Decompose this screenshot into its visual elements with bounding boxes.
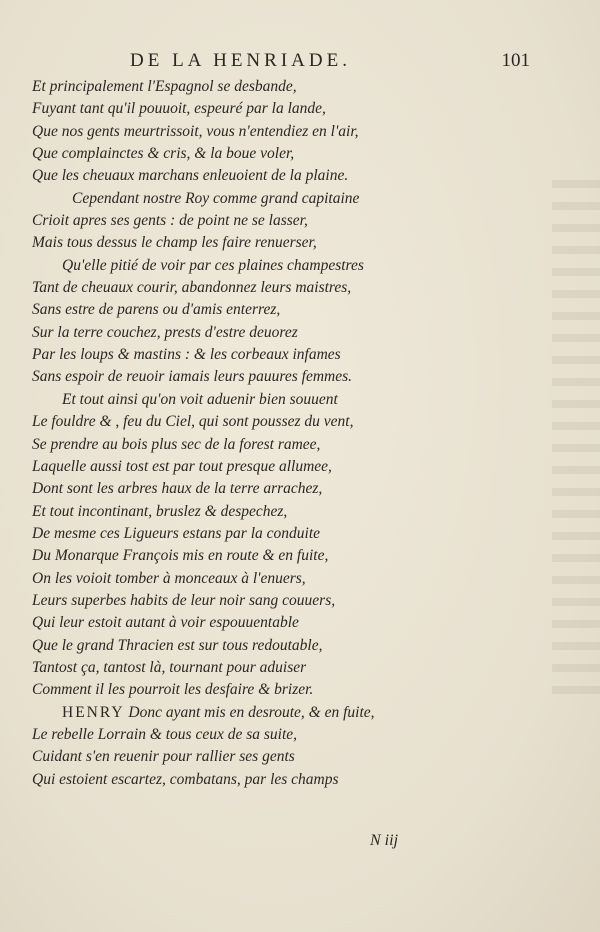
verse-line — [32, 724, 472, 746]
verse-text: Et principalement l'Espagnol se desbande, — [32, 78, 297, 95]
verse-text: Se prendre au bois plus sec de la forest ramee, — [32, 435, 321, 453]
verse-text: Et tout ainsi qu'on voit aduenir bien souuent — [62, 390, 338, 408]
verse-line — [32, 679, 472, 701]
verse-line — [32, 98, 472, 120]
verse-line — [32, 210, 472, 232]
verse-text: Du Monarque François mis en route & en fuite, — [32, 547, 329, 565]
verse-text: Qui estoient escartez, combatans, par les champs — [32, 770, 339, 788]
verse-text: Dont sont les arbres haux de la terre arrachez, — [32, 480, 323, 498]
verse-text: Que complainctes & cris, & la boue voler, — [32, 145, 295, 163]
verse-line — [32, 545, 472, 567]
verse-line — [32, 165, 472, 187]
poem-text — [32, 76, 472, 791]
verse-text: Que les cheuaux marchans enleuoient de la plaine. — [32, 167, 349, 185]
verse-line — [32, 523, 472, 545]
verse-line — [32, 277, 472, 299]
verse-text: Sans espoir de reuoir iamais leurs pauures femmes. — [32, 368, 353, 386]
verse-line — [32, 590, 472, 612]
verse-text: Comment il les pourroit les desfaire & brizer. — [32, 681, 314, 699]
verse-line — [32, 299, 472, 321]
verse-text: Cependant nostre Roy comme grand capitaine — [72, 189, 360, 207]
verse-text: Et tout incontinant, bruslez & despechez, — [32, 502, 288, 520]
verse-line — [32, 478, 472, 500]
verse-text: Cuidant s'en reuenir pour rallier ses gents — [32, 748, 295, 766]
verse-name: HENRY — [62, 703, 125, 721]
signature-mark: N iij — [370, 832, 399, 849]
verse-text: Que le grand Thracien est sur tous redoutable, — [32, 636, 323, 654]
verse-line — [32, 232, 472, 254]
verse-text: Sur la terre couchez, prests d'estre deuorez — [32, 323, 298, 341]
verse-line — [32, 121, 472, 143]
verse-text: Qu'elle pitié de voir par ces plaines champestres — [62, 256, 364, 274]
verse-text: Fuyant tant qu'il pouuoit, espeuré par la lande, — [32, 100, 326, 118]
verse-line — [32, 389, 472, 411]
verse-text: Sans estre de parens ou d'amis enterrez, — [32, 301, 281, 319]
verse-line — [32, 322, 472, 344]
verse-text: Qui leur estoit autant à voir espouuentable — [32, 614, 299, 632]
running-head: DE LA HENRIADE. — [130, 50, 351, 71]
verse-line — [32, 746, 472, 768]
verse-line — [32, 434, 472, 456]
verse-line — [32, 366, 472, 388]
verse-text: De mesme ces Ligueurs estans par la conduite — [32, 524, 320, 542]
verse-line — [32, 612, 472, 634]
page-header — [0, 50, 600, 76]
verse-text: Crioit apres ses gents : de point ne se lasser, — [32, 212, 308, 230]
verse-text: Le fouldre & , feu du Ciel, qui sont poussez du vent, — [32, 413, 354, 431]
verse-line — [32, 344, 472, 366]
verse-text: Leurs superbes habits de leur noir sang couuers, — [32, 591, 336, 609]
verse-line — [32, 501, 472, 523]
verse-text: Tant de cheuaux courir, abandonnez leurs maistres, — [32, 279, 352, 297]
verse-line — [32, 456, 472, 478]
verse-text: Donc ayant mis en desroute, & en fuite, — [124, 703, 375, 721]
verse-line — [32, 769, 472, 791]
verse-line — [32, 255, 472, 277]
verse-text: Tantost ça, tantost là, tournant pour aduiser — [32, 658, 307, 676]
verse-text: On les voioit tomber à monceaux à l'enuers, — [32, 569, 306, 587]
verse-line — [32, 188, 472, 210]
verse-line — [32, 411, 472, 433]
verse-line — [32, 143, 472, 165]
verse-text: Par les loups & mastins : & les corbeaux infames — [32, 346, 341, 364]
verse-line — [32, 76, 472, 98]
verse-line — [32, 568, 472, 590]
folio-number: 101 — [501, 50, 530, 71]
verse-line — [32, 657, 472, 679]
verse-text: Laquelle aussi tost est par tout presque allumee, — [32, 457, 332, 475]
verse-text: Que nos gents meurtrissoit, vous n'entendiez en l'air, — [32, 122, 359, 140]
verse-line — [32, 702, 472, 724]
verse-line — [32, 635, 472, 657]
verse-text: Le rebelle Lorrain & tous ceux de sa suite, — [32, 725, 298, 743]
verse-text: Mais tous dessus le champ les faire renuerser, — [32, 234, 317, 252]
bleed-through — [552, 180, 600, 700]
